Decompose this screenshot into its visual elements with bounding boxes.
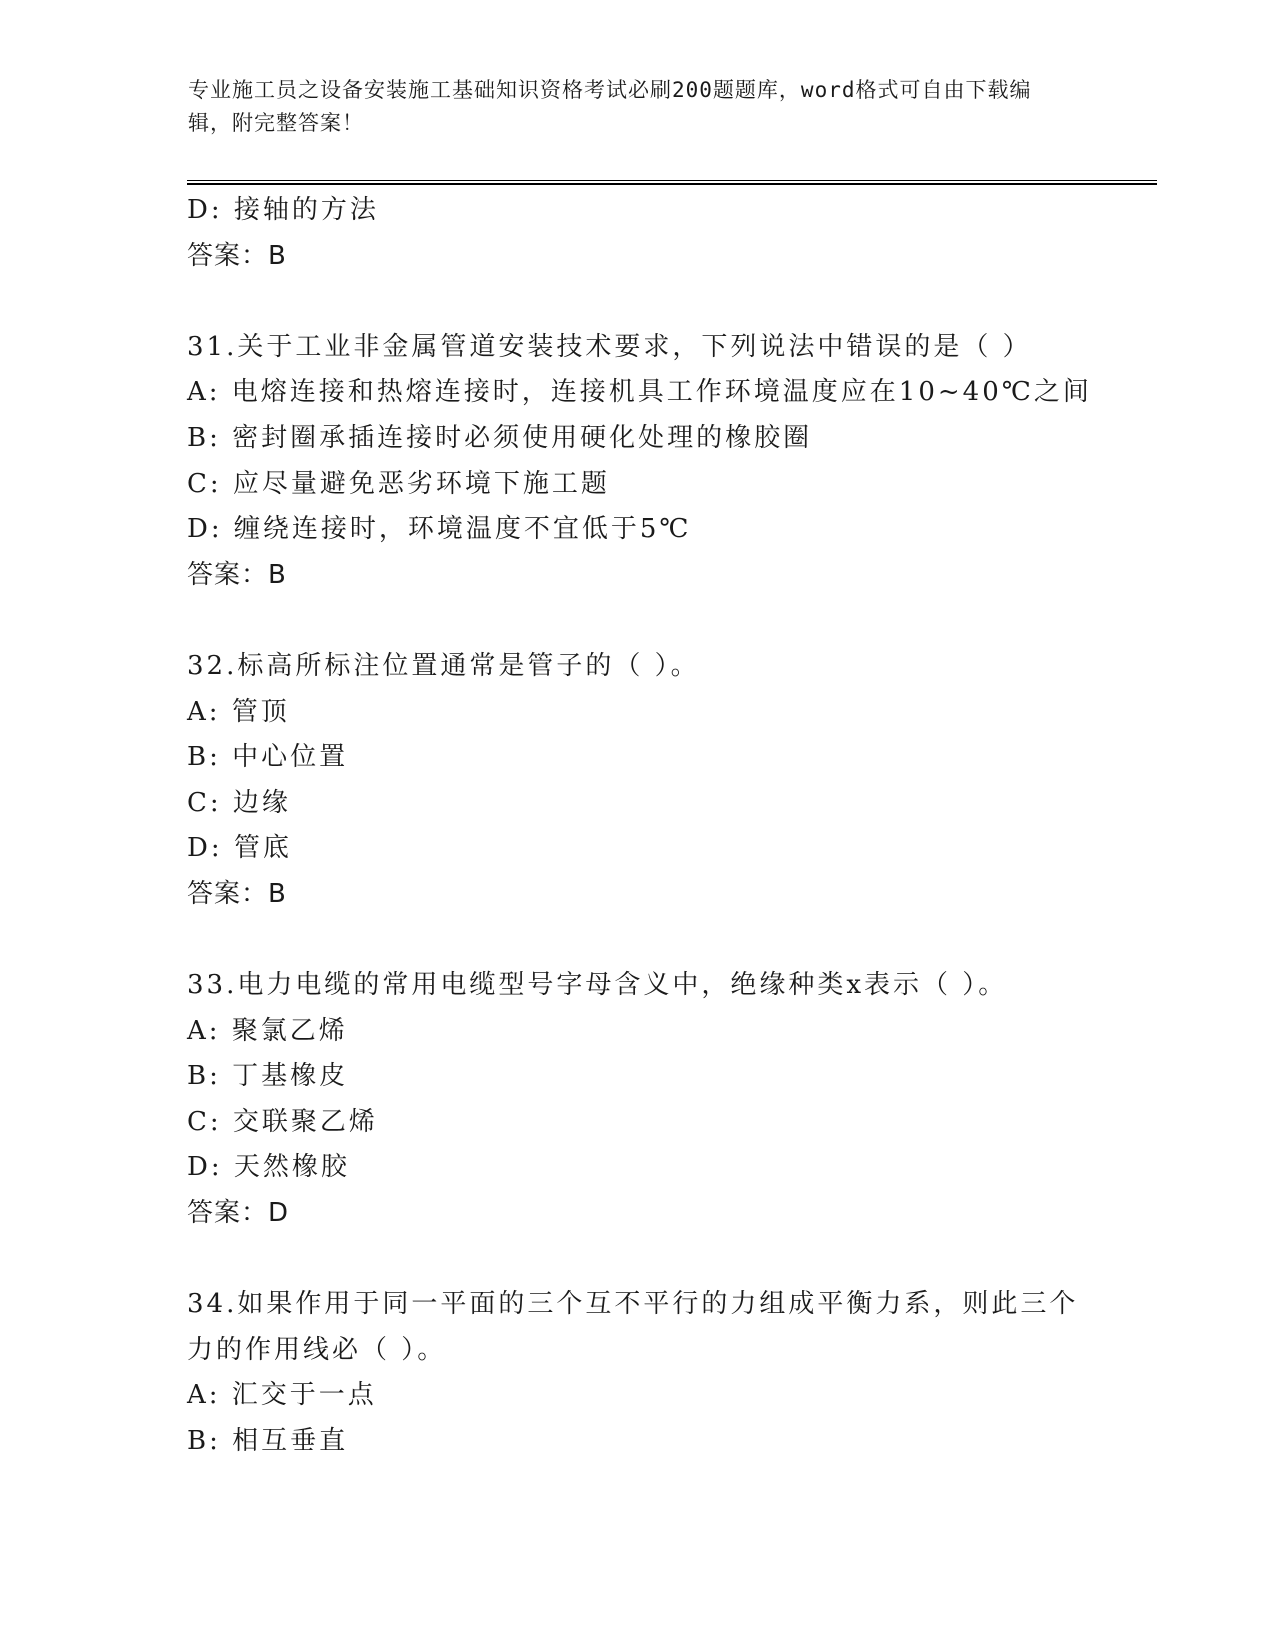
option-b: B: 相互垂直 bbox=[187, 1426, 349, 1457]
option-d: D: 缠绕连接时，环境温度不宜低于5℃ bbox=[187, 514, 692, 545]
question-stem: 33.电力电缆的常用电缆型号字母含义中，绝缘种类x表示（ ）。 bbox=[187, 970, 1008, 1001]
answer-line: 答案：D bbox=[187, 1198, 290, 1229]
option-d: D: 管底 bbox=[187, 833, 292, 864]
option-a: A: 汇交于一点 bbox=[187, 1380, 377, 1411]
spacer bbox=[187, 918, 1087, 964]
option-c: C: 应尽量避免恶劣环境下施工题 bbox=[187, 468, 610, 499]
option-b: B: 中心位置 bbox=[187, 742, 349, 773]
spacer bbox=[187, 598, 1087, 644]
option-b: B: 丁基橡皮 bbox=[187, 1061, 349, 1092]
option-a: A: 电熔连接和热熔连接时，连接机具工作环境温度应在10~40℃之间 bbox=[187, 377, 1092, 408]
question-stem: 34.如果作用于同一平面的三个互不平行的力组成平衡力系，则此三个 bbox=[187, 1289, 1079, 1320]
page-header: 专业施工员之设备安装施工基础知识资格考试必刷200题题库，word格式可自由下载编辑，附完整答案！ bbox=[188, 78, 1032, 135]
answer-line: 答案：B bbox=[187, 878, 287, 909]
question-stem-continued: 力的作用线必（ ）。 bbox=[187, 1334, 447, 1365]
header-divider-thick bbox=[187, 183, 1157, 185]
option-d: D: 接轴的方法 bbox=[187, 195, 379, 225]
spacer bbox=[187, 279, 1087, 325]
option-a: A: 管顶 bbox=[187, 696, 290, 727]
option-c: C: 交联聚乙烯 bbox=[187, 1106, 378, 1137]
header-divider-thin bbox=[187, 180, 1157, 181]
question-stem: 31.关于工业非金属管道安装技术要求，下列说法中错误的是（ ） bbox=[187, 331, 1032, 362]
option-c: C: 边缘 bbox=[187, 787, 291, 818]
question-stem: 32.标高所标注位置通常是管子的（ ）。 bbox=[187, 650, 700, 681]
option-b: B: 密封圈承插连接时必须使用硬化处理的橡胶圈 bbox=[187, 422, 813, 453]
option-a: A: 聚氯乙烯 bbox=[187, 1015, 348, 1046]
spacer bbox=[187, 1237, 1087, 1283]
answer-line: 答案：B bbox=[187, 559, 287, 590]
option-d: D: 天然橡胶 bbox=[187, 1152, 350, 1183]
question-list bbox=[187, 188, 1092, 1465]
answer-line: 答案：B bbox=[187, 240, 287, 271]
